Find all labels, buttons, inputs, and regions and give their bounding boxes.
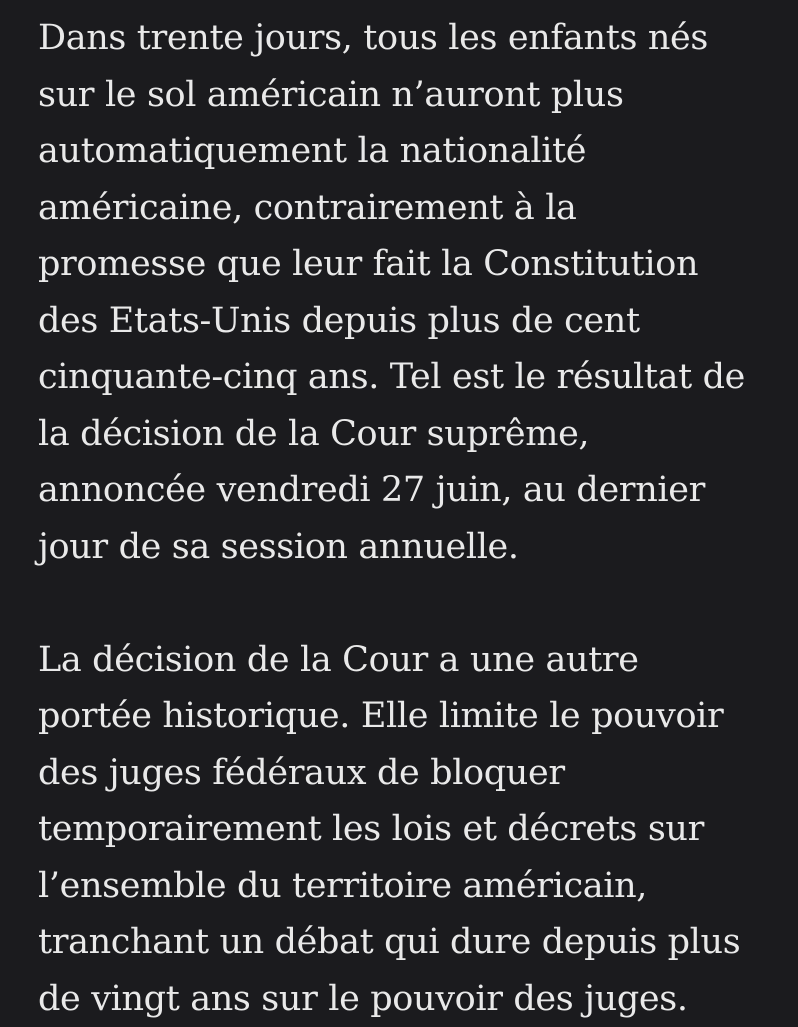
text-line: temporairement les lois et décrets sur (38, 801, 778, 858)
text-line: Dans trente jours, tous les enfants nés (38, 10, 778, 67)
paragraph-2 (38, 632, 778, 1027)
text-line: l’ensemble du territoire américain, (38, 858, 778, 915)
text-line: jour de sa session annuelle. (38, 519, 778, 576)
text-line: annoncée vendredi 27 juin, au dernier (38, 462, 778, 519)
text-line: des Etats-Unis depuis plus de cent (38, 293, 778, 350)
text-line: portée historique. Elle limite le pouvoir (38, 688, 778, 745)
text-line: automatiquement la nationalité (38, 123, 778, 180)
text-line: de vingt ans sur le pouvoir des juges. (38, 971, 778, 1027)
text-line: la décision de la Cour suprême, (38, 406, 778, 463)
text-line: tranchant un débat qui dure depuis plus (38, 914, 778, 971)
text-line: cinquante-cinq ans. Tel est le résultat de (38, 349, 778, 406)
text-line: américaine, contrairement à la (38, 180, 778, 237)
text-line: promesse que leur fait la Constitution (38, 236, 778, 293)
text-line: La décision de la Cour a une autre (38, 632, 778, 689)
article-body (38, 10, 778, 1027)
paragraph-1 (38, 10, 778, 575)
text-line: des juges fédéraux de bloquer (38, 745, 778, 802)
text-line: sur le sol américain n’auront plus (38, 67, 778, 124)
